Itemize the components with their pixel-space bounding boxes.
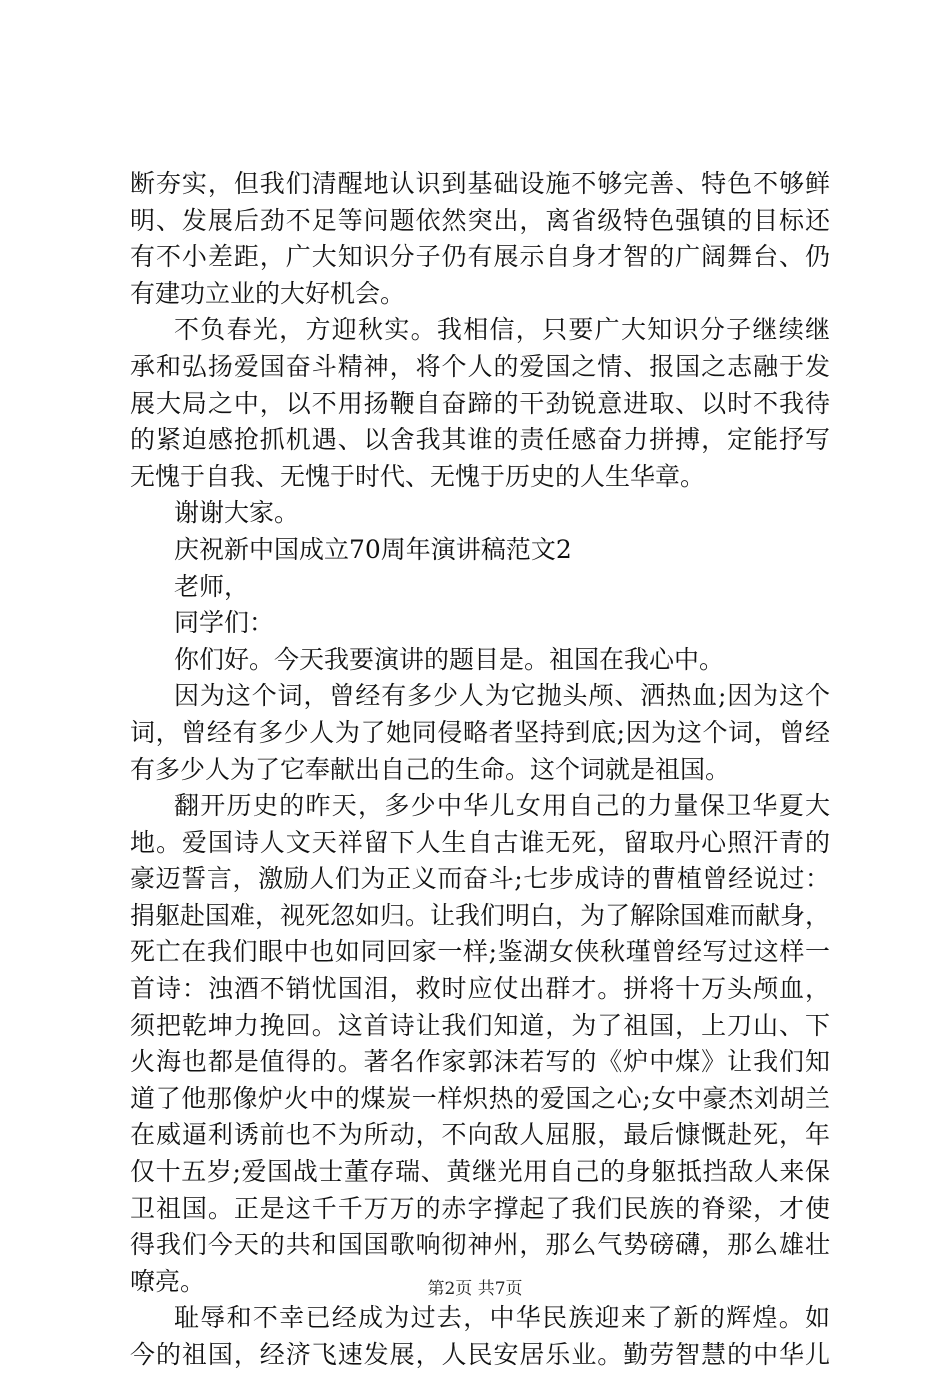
paragraph-line: 无愧于自我、无愧于时代、无愧于历史的人生华章。 bbox=[130, 461, 706, 491]
page-footer: 第2页 共7页 bbox=[427, 1279, 523, 1299]
paragraph-line: 卫祖国。正是这千千万万的赤字撑起了我们民族的脊梁，才使 bbox=[130, 1193, 830, 1223]
paragraph-line: 的紧迫感抢抓机遇、以舍我其谁的责任感奋力拼搏，定能抒写 bbox=[130, 425, 830, 455]
paragraph-line: 有不小差距，广大知识分子仍有展示自身才智的广阔舞台、仍 bbox=[130, 242, 830, 272]
paragraph-line: 火海也都是值得的。著名作家郭沫若写的《炉中煤》让我们知 bbox=[130, 1047, 830, 1077]
paragraph-line: 因为这个词，曾经有多少人为它抛头颅、洒热血;因为这个 bbox=[174, 681, 830, 711]
paragraph-line: 须把乾坤力挽回。这首诗让我们知道，为了祖国，上刀山、下 bbox=[130, 1010, 830, 1040]
paragraph-line: 捐躯赴国难，视死忽如归。让我们明白，为了解除国难而献身， bbox=[130, 900, 830, 930]
paragraph-line: 词，曾经有多少人为了她同侵略者坚持到底;因为这个词，曾经 bbox=[130, 717, 830, 747]
paragraph-line: 承和弘扬爱国奋斗精神，将个人的爱国之情、报国之志融于发 bbox=[130, 351, 830, 381]
paragraph-line: 得我们今天的共和国国歌响彻神州，那么气势磅礴，那么雄壮 bbox=[130, 1230, 830, 1260]
paragraph-line: 耻辱和不幸已经成为过去，中华民族迎来了新的辉煌。如 bbox=[174, 1303, 830, 1333]
paragraph-line: 翻开历史的昨天，多少中华儿女用自己的力量保卫华夏大 bbox=[174, 791, 830, 821]
paragraph-line: 有多少人为了它奉献出自己的生命。这个词就是祖国。 bbox=[130, 754, 731, 784]
document-body bbox=[130, 166, 830, 1374]
paragraph-line: 仅十五岁;爱国战士董存瑞、黄继光用自己的身躯抵挡敌人来保 bbox=[130, 1157, 830, 1187]
paragraph-line: 老师， bbox=[174, 571, 250, 601]
paragraph-line: 在威逼利诱前也不为所动，不向敌人屈服，最后慷慨赴死，年 bbox=[130, 1120, 830, 1150]
paragraph-line: 展大局之中，以不用扬鞭自奋蹄的干劲锐意进取、以时不我待 bbox=[130, 388, 830, 418]
paragraph-line: 道了他那像炉火中的煤炭一样炽热的爱国之心;女中豪杰刘胡兰 bbox=[130, 1083, 830, 1113]
paragraph-line: 谢谢大家。 bbox=[174, 498, 300, 528]
paragraph-line: 不负春光，方迎秋实。我相信，只要广大知识分子继续继 bbox=[174, 315, 830, 345]
paragraph-line: 断夯实，但我们清醒地认识到基础设施不够完善、特色不够鲜 bbox=[130, 169, 830, 198]
paragraph-line: 明、发展后劲不足等问题依然突出，离省级特色强镇的目标还 bbox=[130, 205, 830, 235]
paragraph-line: 死亡在我们眼中也如同回家一样;鉴湖女侠秋瑾曾经写过这样一 bbox=[130, 937, 830, 967]
paragraph-line: 你们好。今天我要演讲的题目是。祖国在我心中。 bbox=[174, 644, 725, 674]
paragraph-line: 今的祖国，经济飞速发展，人民安居乐业。勤劳智慧的中华儿 bbox=[130, 1340, 830, 1369]
paragraph-line: 同学们： bbox=[174, 608, 275, 638]
paragraph-line: 有建功立业的大好机会。 bbox=[130, 278, 406, 308]
paragraph-line: 庆祝新中国成立70周年演讲稿范文2 bbox=[174, 534, 572, 564]
paragraph-line: 首诗：浊酒不销忧国泪，救时应仗出群才。拼将十万头颅血， bbox=[130, 974, 830, 1004]
paragraph-line: 地。爱国诗人文天祥留下人生自古谁无死，留取丹心照汗青的 bbox=[130, 827, 830, 857]
paragraph-line: 豪迈誓言，激励人们为正义而奋斗;七步成诗的曹植曾经说过： bbox=[130, 864, 830, 894]
paragraph-line: 嘹亮。 bbox=[130, 1266, 206, 1296]
